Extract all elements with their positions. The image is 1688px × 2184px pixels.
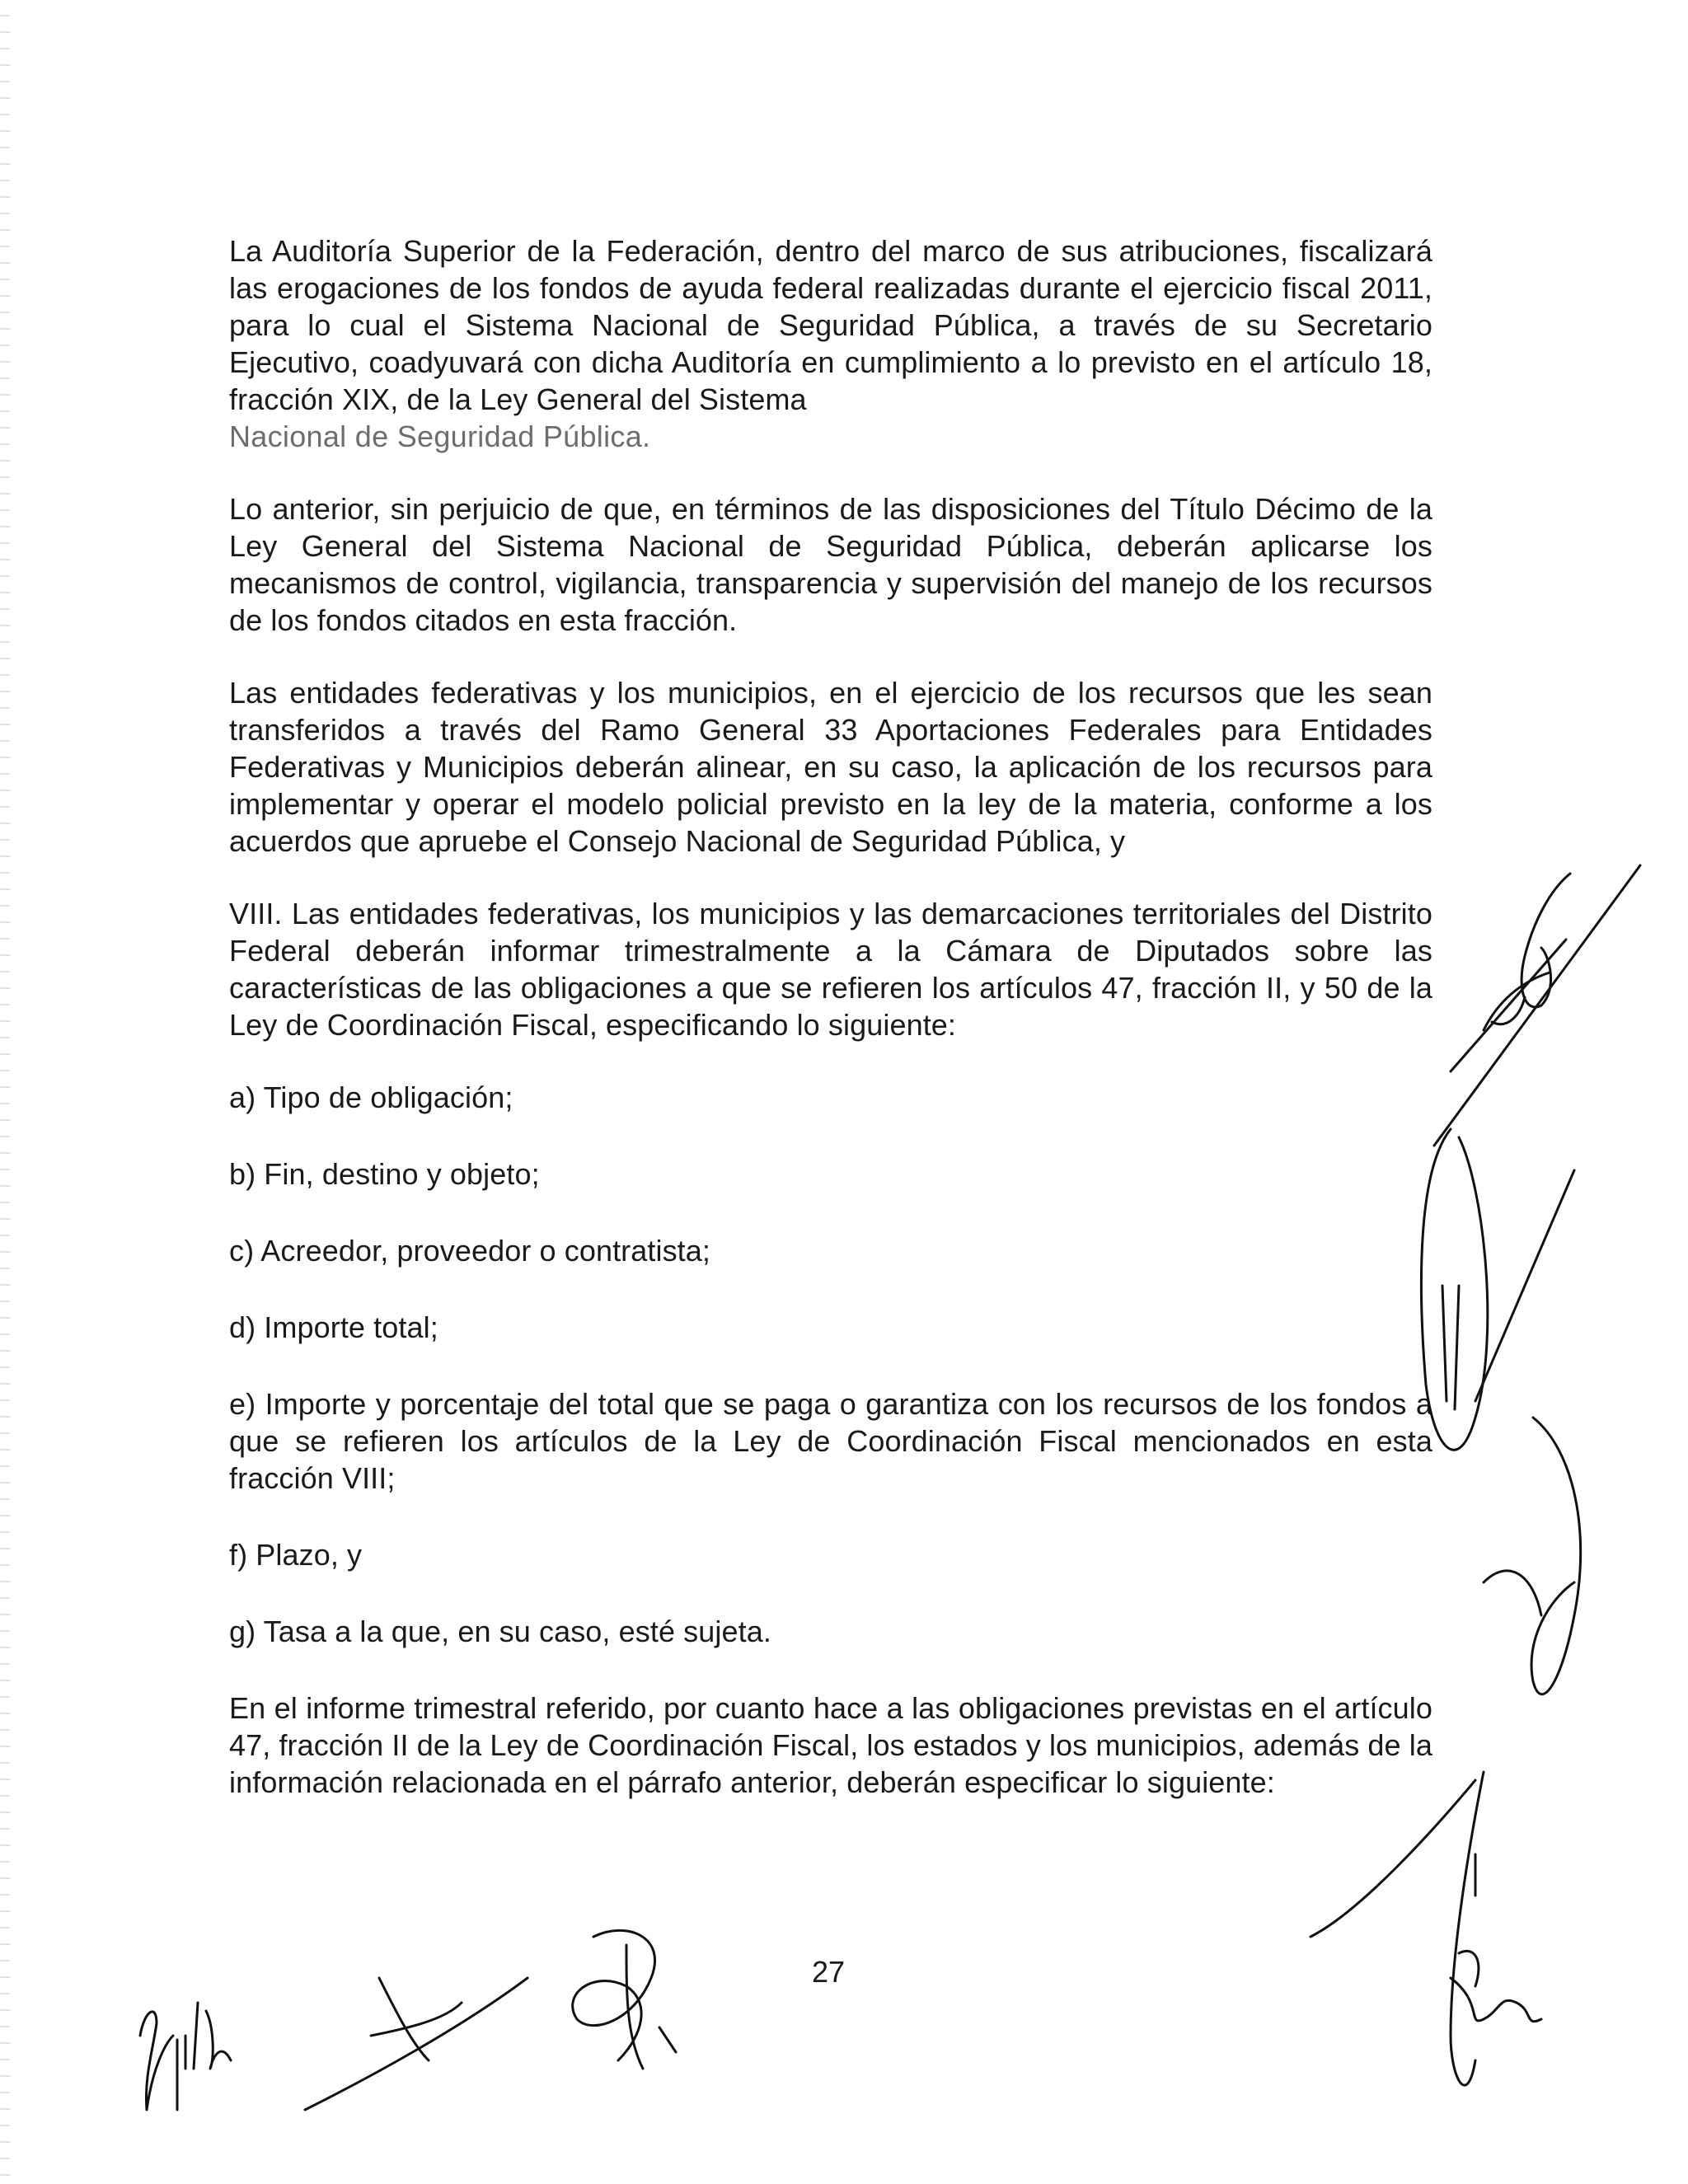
signature-right-3 [1484,1418,1581,1694]
list-item-g: g) Tasa a la que, en su caso, esté sujeta. [229,1615,771,1648]
scan-edge-artifact [0,0,10,2184]
signature-right-1-stroke2 [1451,940,1566,1071]
list-item-e: e) Importe y porcentaje del total que se paga o garantiza con los recursos de los fondos a que se refieren los artículos de la Ley de Coordinación Fiscal mencionados en esta fracción VIII; [229,1387,1432,1495]
list-item-d: d) Importe total; [229,1310,438,1344]
signature-right-1b [1484,972,1550,1030]
list-item-f: f) Plazo, y [229,1538,363,1572]
signature-right-2-strokes [1442,1170,1574,1409]
signature-bottom-center-2 [573,1930,676,2069]
paragraph-informe-trimestral: En el informe trimestral referido, por cuanto hace a las obligaciones previstas en el artículo 47, fracción II de la Ley de Coordinación Fiscal, los estados y los municipios, además de la información relacionada en el párrafo anterior, deberán especificar lo siguiente: [229,1691,1432,1799]
list-item-b: b) Fin, destino y objeto; [229,1157,540,1191]
signature-right-1 [1522,874,1570,1007]
list-item-c: c) Acreedor, proveedor o contratista; [229,1234,711,1268]
paragraph-entidades: Las entidades federativas y los municipios, en el ejercicio de los recursos que les sean transferidos a través del Ramo General 33 Aportaciones Federales para Entidades Federativas y Municipios deberán alinear, en su caso, la aplicación de los recursos para implementar y operar el modelo policial previsto en la ley de la materia, conforme a los acuerdos que apruebe el Consejo Nacional de Seguridad Pública, y [229,676,1432,858]
signature-bottom-center-1 [305,1978,528,2110]
paragraph-auditoria: La Auditoría Superior de la Federación, dentro del marco de sus atribuciones, fiscalizará las erogaciones de los fondos de ayuda federal realizadas durante el ejercicio fiscal 2011, para lo cual el Sistema Nacional de Seguridad Pública, a través de su Secretario Ejecutivo, coadyuvará con dicha Auditoría en cumplimiento a lo previsto en el artículo 18, fracción XIX, de la Ley General del Sistema [229,234,1432,416]
signature-bottom-right [1451,1772,1484,2085]
paragraph-fraccion-viii: VIII. Las entidades federativas, los municipios y las demarcaciones territoriales del Distrito Federal deberán informar trimestralmente a la Cámara de Diputados sobre las características de las obligaciones a que se refieren los artículos 47, fracción II, y 50 de la Ley de Coordinación Fiscal, especificando lo siguiente: [229,897,1432,1042]
list-item-a: a) Tipo de obligación; [229,1080,513,1114]
paragraph-lo-anterior: Lo anterior, sin perjuicio de que, en términos de las disposiciones del Título Décimo de la Ley General del Sistema Nacional de Seguridad Pública, deberán aplicarse los mecanismos de control, vigilancia, transparencia y supervisión del manejo de los recursos de los fondos citados en esta fracción. [229,492,1432,637]
initials-bottom-left [140,2003,231,2110]
document-body [229,232,1432,1836]
signature-right-1-stroke [1434,865,1640,1146]
signature-bottom-right-tail [1451,1978,1541,2022]
page-number: 27 [812,1955,846,1989]
paragraph-auditoria-end: Nacional de Seguridad Pública. [229,419,651,453]
